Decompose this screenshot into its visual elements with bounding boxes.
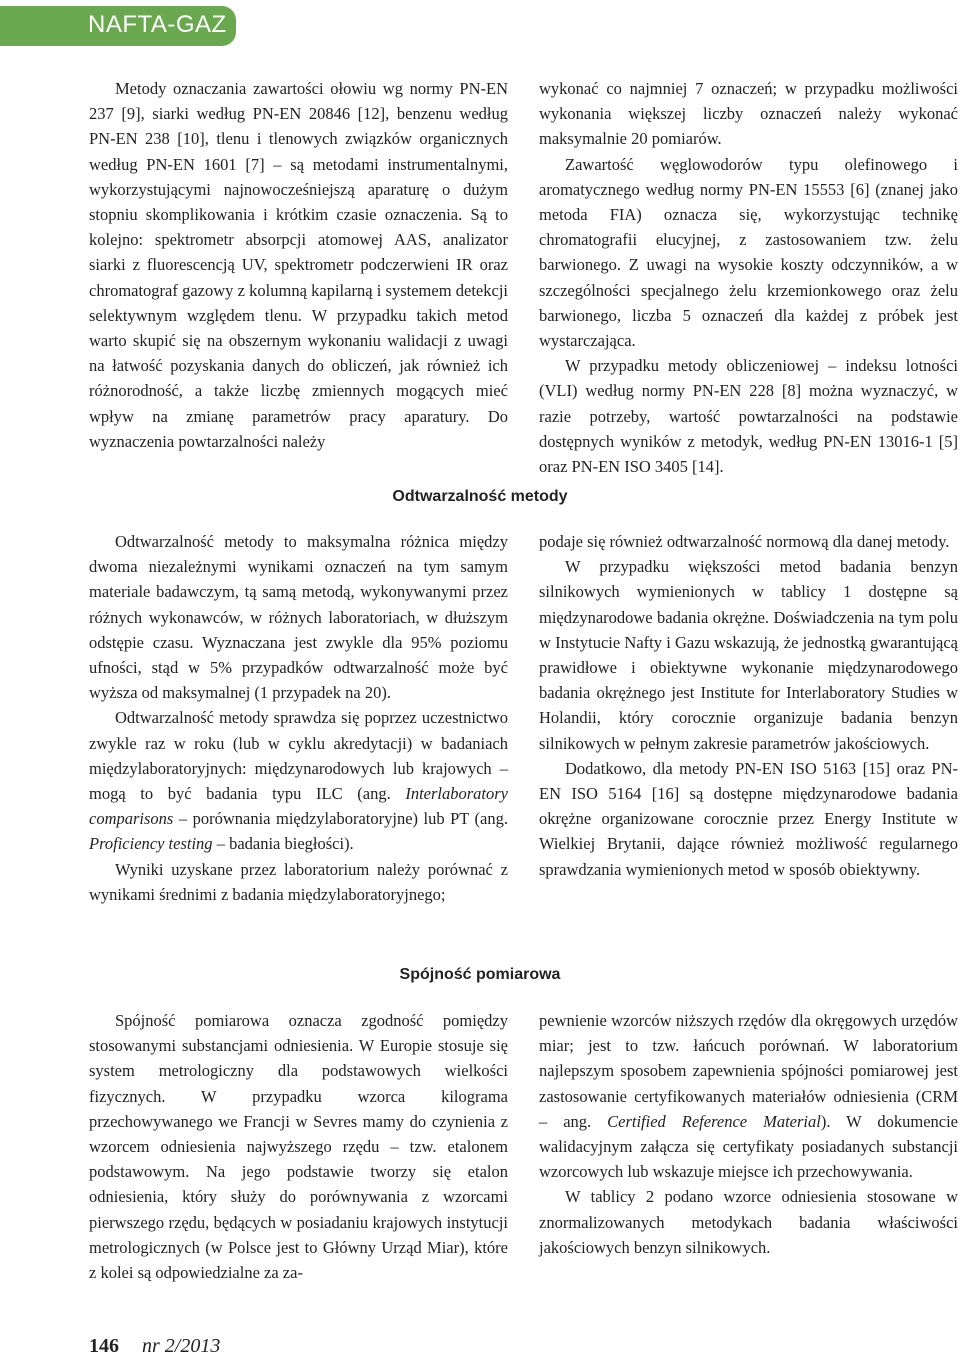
paragraph: Odtwarzalność metody to maksymalna różnica między dwoma niezależnymi wynikami oznaczeń na tym samym materiale badawczym, tą samą metodą, wykonywanymi przez różnych wykonawców, w różnych laboratoriach, w dłuższym odstępie czasu. Wyznaczana jest zwykle dla 95% poziomu ufności, stąd w 5% przypadków odtwarzalność może być wyższa od maksymalnej (1 przypadek na 20). <box>89 532 508 703</box>
paragraph: Zawartość węglowodorów typu olefinowego i aromatycznego według normy PN-EN 15553 [6] (znanej jako metoda FIA) oznacza się, wykorzystując technikę chromatografii elucyjnej, z zastosowaniem tzw. żelu barwionego. Z uwagi na wysokie koszty odczynników, a w szczególności specjalnego żelu krzemionkowego oraz żelu barwionego, liczba 5 oznaczeń dla każdej z próbek jest wystarczająca. <box>539 154 958 351</box>
paragraph: wykonać co najmniej 7 oznaczeń; w przypadku możliwości wykonania większej liczby oznaczeń należy wykonać maksymalnie 20 pomiarów. <box>539 79 958 149</box>
issue-label: nr 2/2013 <box>142 1335 221 1357</box>
page-number: 146 <box>89 1335 119 1357</box>
paragraph: W tablicy 2 podano wzorce odniesienia stosowane w znormalizowanych metodykach badania właściwości jakościowych benzyn silnikowych. <box>539 1187 958 1257</box>
paragraph: Wyniki uzyskane przez laboratorium należy porównać z wynikami średnimi z badania międzylaboratoryjnego; <box>89 859 508 904</box>
section2-left-column <box>89 529 508 907</box>
section1-right-column <box>539 76 958 479</box>
paragraph: W przypadku większości metod badania benzyn silnikowych wymienionych w tablicy 1 dostępne są międzynarodowe badania okrężne. Doświadczenia na tym polu w Instytucie Nafty i Gazu wskazują, że jednostką gwarantującą prawidłowe i obiektywne wykonanie międzynarodowego badania okrężnego jest Institute for Interlaboratory Studies w Holandii, który corocznie organizuje badania benzyn silnikowych w pełnym zakresie parametrów jakościowych. <box>539 557 958 753</box>
paragraph: Odtwarzalność metody sprawdza się poprzez uczestnictwo zwykle raz w roku (lub w cyklu akredytacji) w badaniach międzylaboratoryjnych: międzynarodowych lub krajowych – mogą to być badania typu ILC (ang. Interlaboratory comparisons – porównania międzylaboratoryjne) lub PT (ang. Proficiency testing – badania biegłości). <box>89 708 508 854</box>
section3-left-column <box>89 1008 508 1285</box>
section3-right-column <box>539 1008 958 1260</box>
section2-right-column <box>539 529 958 882</box>
paragraph: Metody oznaczania zawartości ołowiu wg normy PN-EN 237 [9], siarki według PN-EN 20846 [12], benzenu według PN-EN 238 [10], tlenu i tlenowych związków organicznych według PN-EN 1601 [7] – są metodami instrumentalnymi, wykorzystującymi najnowocześniejszą aparaturę o dużym stopniu skomplikowania i krótkim czasie oznaczenia. Są to kolejno: spektrometr absorpcji atomowej AAS, analizator siarki z fluorescencją UV, spektrometr podczerwieni IR oraz chromatograf gazowy z kolumną kapilarną i systemem detekcji selektywnym względem tlenu. W przypadku takich metod warto skupić się na obszernym wykonaniu walidacji z uwagi na łatwość pozyskania danych do obliczeń, jak również ich różnorodność, a także liczbę zmiennych mogących mieć wpływ na zmianę parametrów pracy aparatury. Do wyznaczenia powtarzalności należy <box>89 79 508 451</box>
paragraph: Spójność pomiarowa oznacza zgodność pomiędzy stosowanymi substancjami odniesienia. W Europie stosuje się system metrologiczny dla podstawowych wielkości fizycznych. W przypadku wzorca kilograma przechowywanego we Francji w Sevres mamy do czynienia z wzorcem odniesienia najwyższego rzędu – tzw. etalonem podstawowym. Na jego podstawie tworzy się etalon odniesienia, który służy do porównywania z wzorcami pierwszego rzędu, będących w posiadaniu krajowych instytucji metrologicznych (w Polsce jest to Główny Urząd Miar), które z kolei są odpowiedzialne za za- <box>89 1011 508 1283</box>
section-heading-odtwarzalnosc: Odtwarzalność metody <box>392 488 568 505</box>
page-footer <box>89 1335 220 1358</box>
journal-name: NAFTA-GAZ <box>88 11 227 38</box>
section-heading-spojnosc: Spójność pomiarowa <box>399 966 561 983</box>
paragraph: Dodatkowo, dla metody PN-EN ISO 5163 [15] oraz PN-EN ISO 5164 [16] są dostępne międzynarodowe badania okrężne organizowane corocznie przez Energy Institute w Wielkiej Brytanii, dające również możliwość regularnego sprawdzania wymienionych metod w sposób obiektywny. <box>539 758 958 879</box>
journal-badge <box>0 6 236 46</box>
paragraph: W przypadku metody obliczeniowej – indeksu lotności (VLI) według normy PN-EN 228 [8] można wyznaczyć, w razie potrzeby, wartość powtarzalności na podstawie dostępnych wyników z metodyk, według PN-EN 13016-1 [5] oraz PN-EN ISO 3405 [14]. <box>539 356 958 477</box>
paragraph: pewnienie wzorców niższych rzędów dla okręgowych urzędów miar; jest to tzw. łańcuch porównań. W laboratorium najlepszym sposobem zapewnienia spójności pomiarowej jest zastosowanie certyfikowanych materiałów odniesienia (CRM – ang. Certified Reference Material). W dokumencie walidacyjnym załącza się certyfikaty posiadanych substancji wzorcowych lub wskazuje miejsce ich przechowywania. <box>539 1011 958 1182</box>
section1-left-column <box>89 76 508 454</box>
paragraph: podaje się również odtwarzalność normową dla danej metody. <box>539 532 950 551</box>
